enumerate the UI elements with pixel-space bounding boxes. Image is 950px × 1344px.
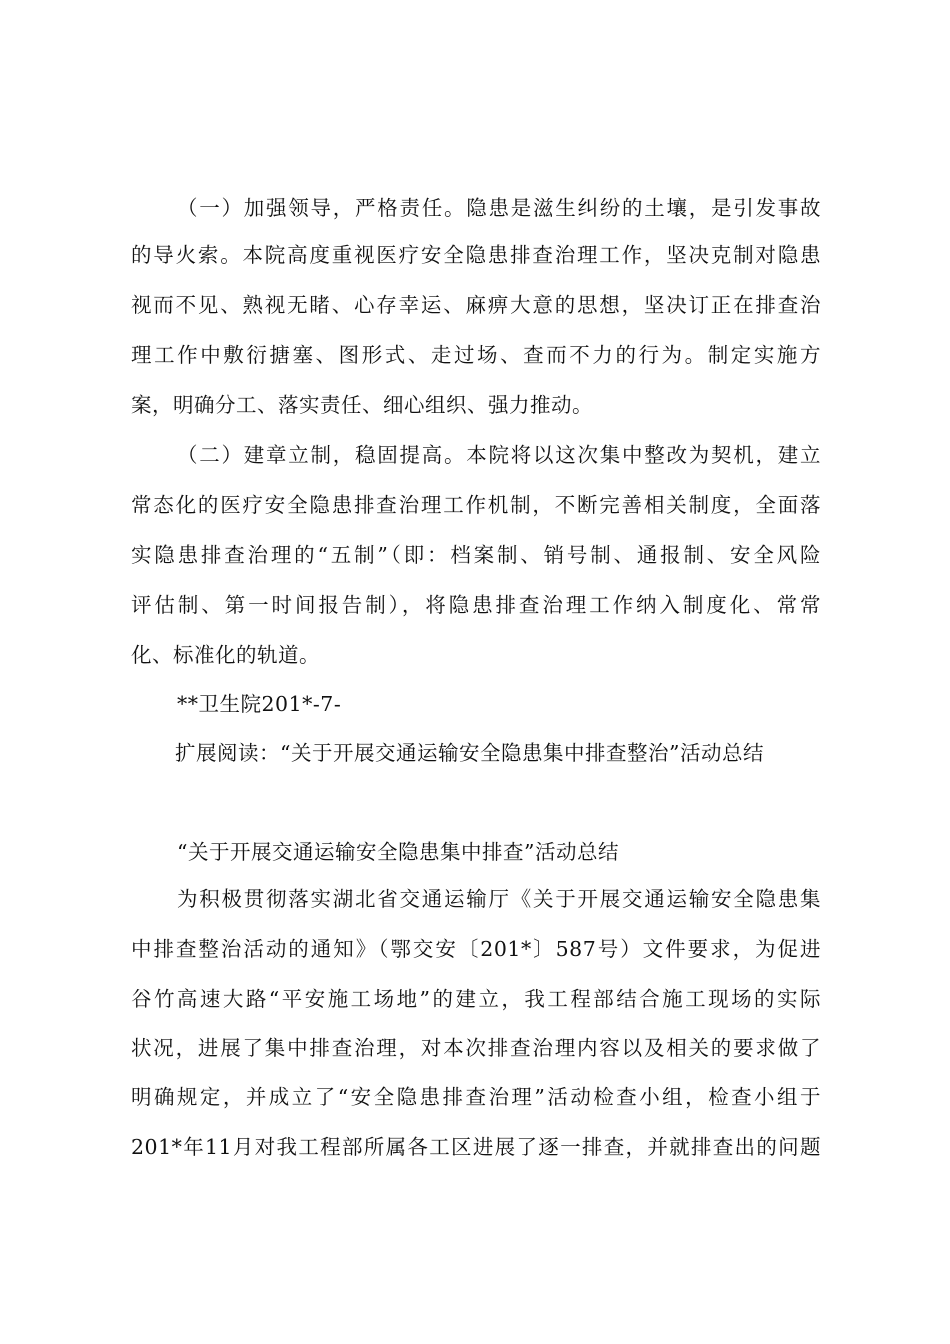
article-title: “关于开展交通运输安全隐患集中排查”活动总结 [177, 840, 619, 864]
paragraph3-line-4: 状况，进展了集中排查治理，对本次排查治理内容以及相关的要求做了 [131, 1036, 821, 1060]
paragraph1-line-4: 理工作中敷衍搪塞、图形式、走过场、查而不力的行为。制定实施方 [131, 343, 821, 367]
paragraph1-line-1: （一）加强领导，严格责任。隐患是滋生纠纷的土壤，是引发事故 [177, 196, 821, 220]
paragraph2-line-3: 实隐患排查治理的“五制”（即：档案制、销号制、通报制、安全风险 [131, 543, 821, 567]
paragraph2-line-4: 评估制、第一时间报告制），将隐患排查治理工作纳入制度化、常常 [131, 593, 821, 617]
paragraph3-line-5: 明确规定，并成立了“安全隐患排查治理”活动检查小组，检查小组于 [131, 1085, 821, 1109]
paragraph1-line-3: 视而不见、熟视无睹、心存幸运、麻痹大意的思想，坚决订正在排查治 [131, 293, 821, 317]
paragraph2-line-1: （二）建章立制，稳固提高。本院将以这次集中整改为契机，建立 [177, 443, 821, 467]
extended-reading-heading: 扩展阅读：“关于开展交通运输安全隐患集中排查整治”活动总结 [175, 741, 764, 765]
paragraph1-line-5: 案，明确分工、落实责任、细心组织、强力推动。 [131, 393, 593, 417]
paragraph2-line-5: 化、标准化的轨道。 [131, 643, 320, 667]
paragraph3-line-1: 为积极贯彻落实湖北省交通运输厅《关于开展交通运输安全隐患集 [177, 887, 821, 911]
paragraph3-line-3: 谷竹高速大路“平安施工场地”的建立，我工程部结合施工现场的实际 [131, 987, 821, 1011]
paragraph1-line-2: 的导火索。本院高度重视医疗安全隐患排查治理工作，坚决克制对隐患 [131, 243, 821, 267]
paragraph3-line-6: 201*年11月对我工程部所属各工区进展了逐一排查，并就排查出的问题 [131, 1135, 821, 1159]
paragraph2-line-2: 常态化的医疗安全隐患排查治理工作机制，不断完善相关制度，全面落 [131, 493, 821, 517]
signature: **卫生院201*-7- [177, 692, 342, 716]
paragraph3-line-2: 中排查整治活动的通知》（鄂交安〔201*〕587号）文件要求，为促进 [131, 937, 821, 961]
